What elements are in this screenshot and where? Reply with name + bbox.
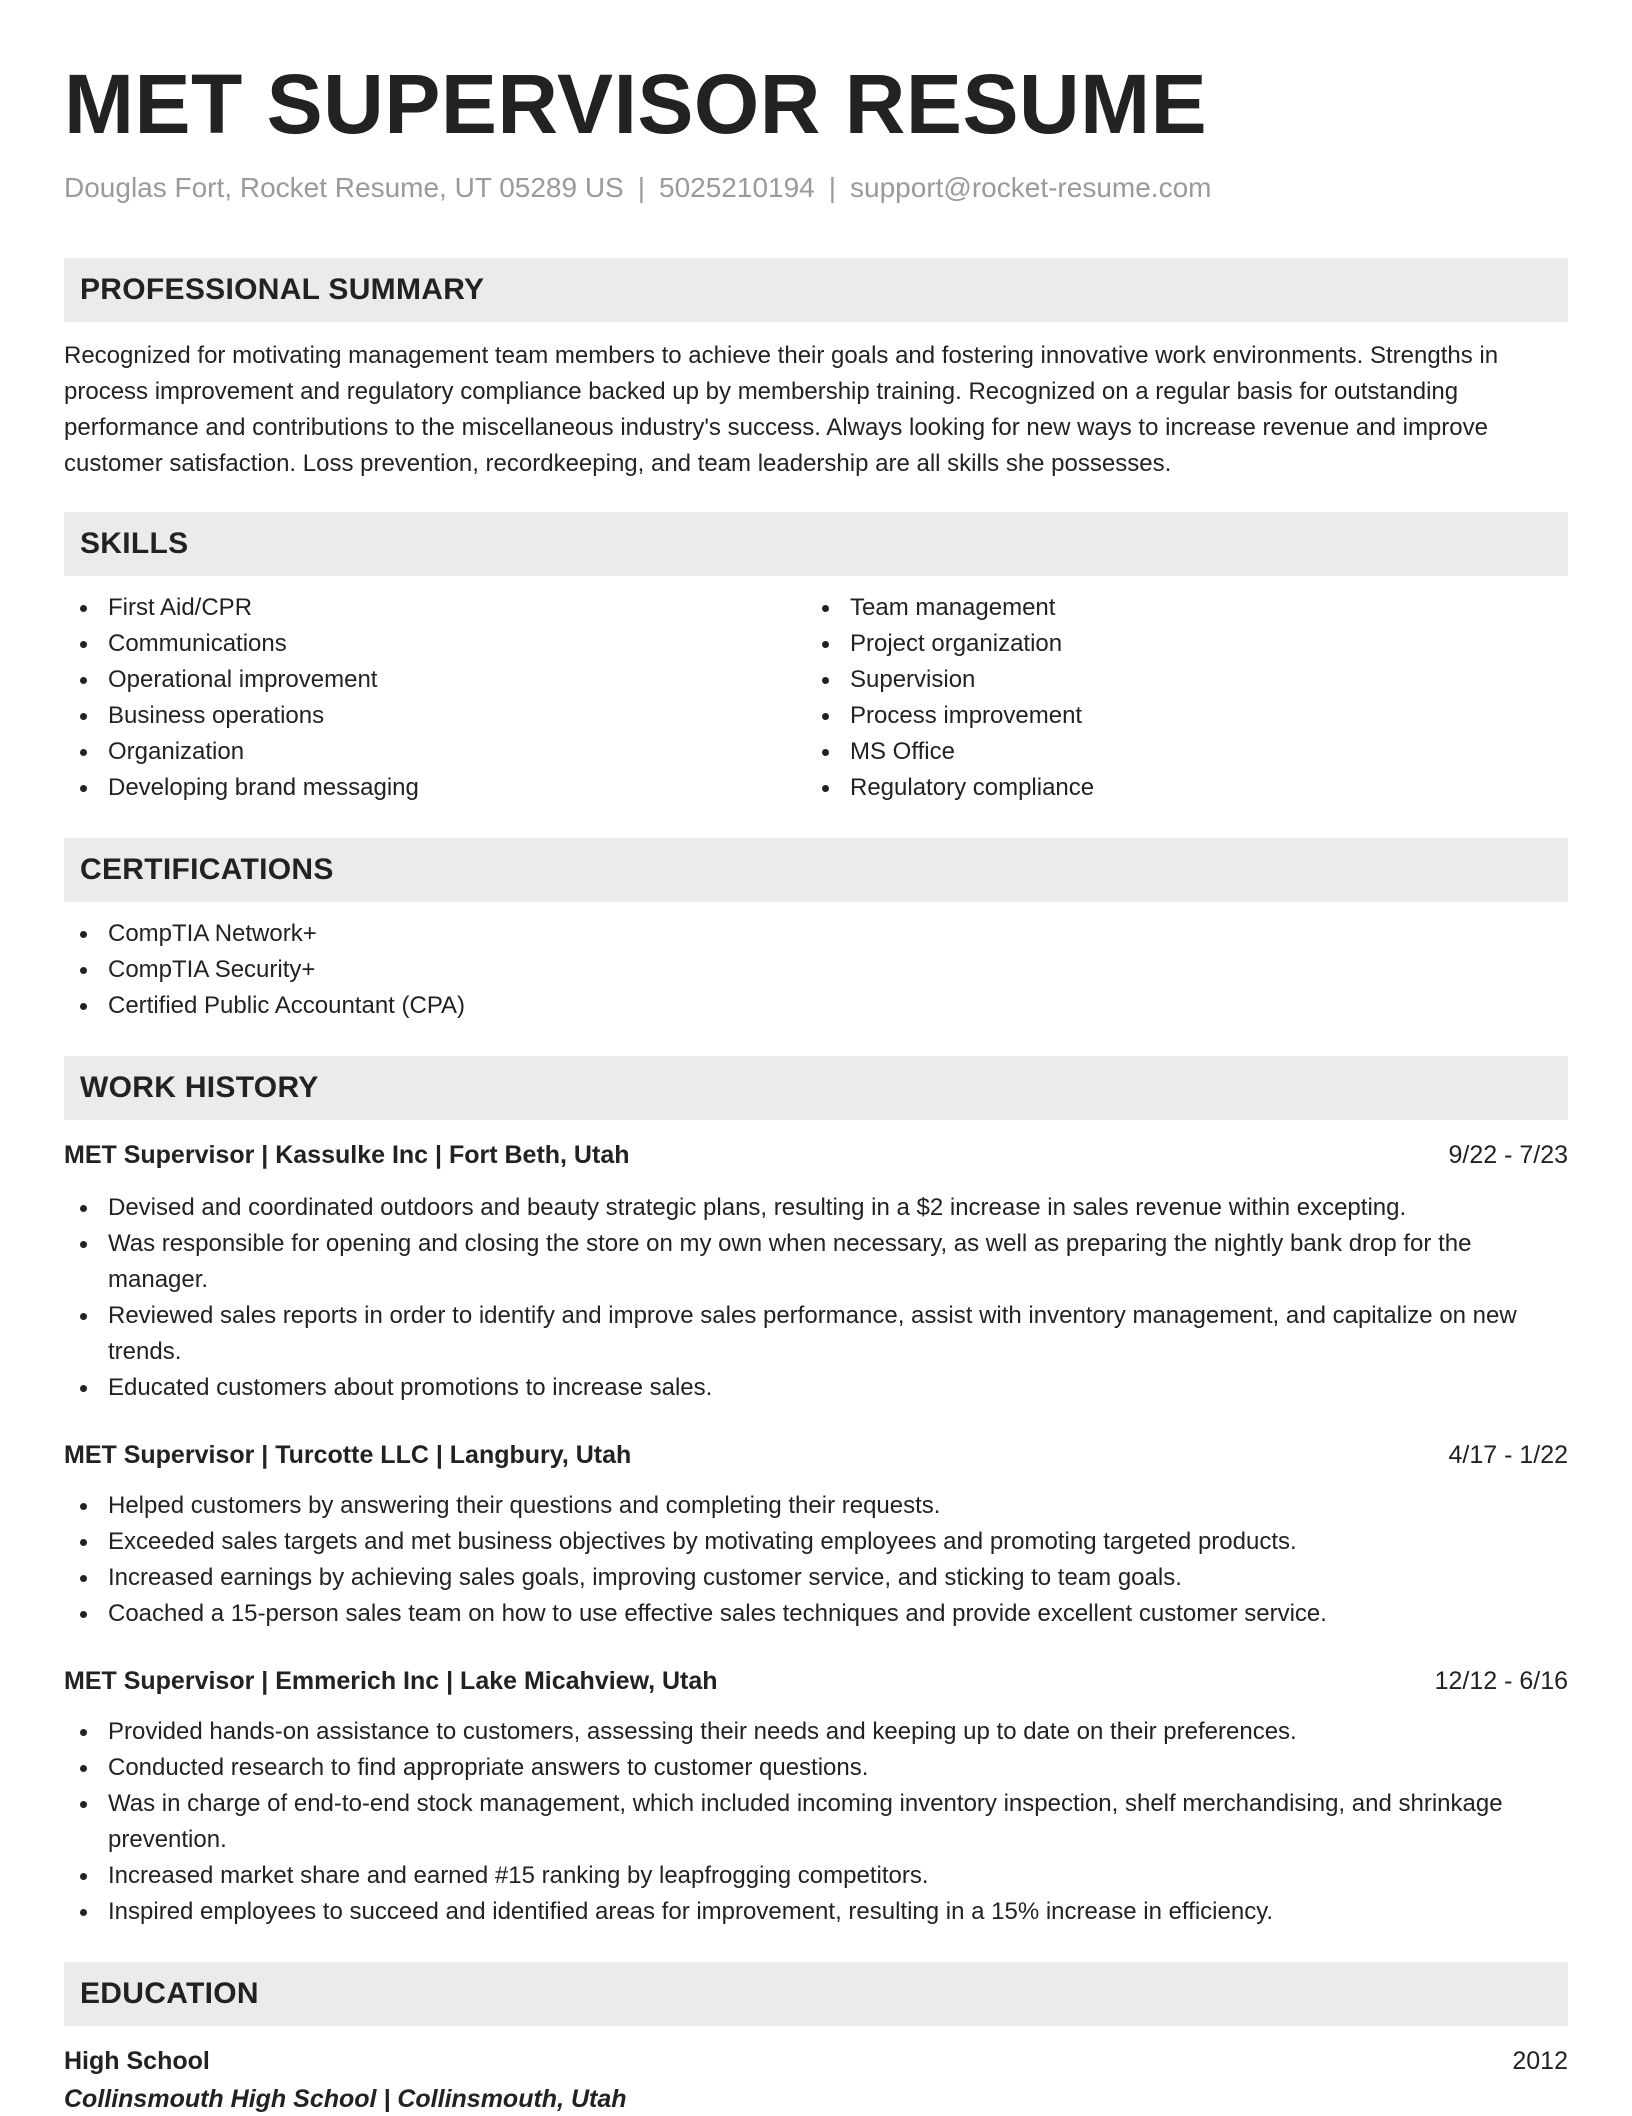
job-bullets: [64, 1488, 1568, 1632]
contact-address: Douglas Fort, Rocket Resume, UT 05289 US: [64, 172, 624, 203]
job-bullets: [64, 1714, 1568, 1930]
skill-item: First Aid/CPR: [64, 590, 806, 626]
job-bullet: Conducted research to find appropriate answers to customer questions.: [64, 1750, 1568, 1786]
education-year: 2012: [1512, 2047, 1568, 2075]
job-bullet: Increased market share and earned #15 ranking by leapfrogging competitors.: [64, 1858, 1568, 1894]
skill-item: Supervision: [806, 662, 1548, 698]
contact-separator: |: [637, 172, 646, 203]
work-history-heading: WORK HISTORY: [80, 1071, 319, 1104]
skill-item: Organization: [64, 734, 806, 770]
job-title: MET Supervisor | Kassulke Inc | Fort Beth, Utah: [64, 1141, 630, 1169]
job-bullet: Devised and coordinated outdoors and beauty strategic plans, resulting in a $2 increase in sales revenue within excepting.: [64, 1190, 1568, 1226]
skills-section-header: [64, 512, 1568, 576]
summary-section-header: [64, 258, 1568, 322]
skill-item: Developing brand messaging: [64, 770, 806, 806]
summary-heading: PROFESSIONAL SUMMARY: [80, 273, 485, 306]
job-entry: [64, 1138, 1568, 1406]
education-section-header: [64, 1962, 1568, 2026]
job-bullets: [64, 1190, 1568, 1406]
job-dates: 4/17 - 1/22: [1448, 1441, 1568, 1469]
summary-text: Recognized for motivating management team members to achieve their goals and fostering innovative work environments. Strengths in process improvement and regulatory compliance backed up by membership training. Recognized on a regular basis for outstanding performance and contributions to the miscellaneous industry's success. Always looking for new ways to increase revenue and improve customer satisfaction. Loss prevention, recordkeeping, and team leadership are all skills she possesses.: [64, 342, 1499, 477]
skill-item: Process improvement: [806, 698, 1548, 734]
skills-column-right: [806, 590, 1548, 806]
skills-list-left: [64, 590, 806, 806]
job-bullet: Coached a 15-person sales team on how to use effective sales techniques and provide excellent customer service.: [64, 1596, 1568, 1632]
skills-column-left: [64, 590, 806, 806]
contact-separator: |: [828, 172, 837, 203]
job-bullet: Exceeded sales targets and met business objectives by motivating employees and promoting targeted products.: [64, 1524, 1568, 1560]
job-bullet: Was in charge of end-to-end stock management, which included incoming inventory inspection, shelf merchandising, and shrinkage prevention.: [64, 1786, 1568, 1858]
job-dates: 9/22 - 7/23: [1448, 1141, 1568, 1169]
job-bullet: Provided hands-on assistance to customers, assessing their needs and keeping up to date on their preferences.: [64, 1714, 1568, 1750]
job-bullet: Educated customers about promotions to increase sales.: [64, 1370, 1568, 1406]
job-header: [64, 1438, 1568, 1472]
certification-item: CompTIA Security+: [64, 952, 1568, 988]
job-entry: [64, 1664, 1568, 1930]
job-bullet: Inspired employees to succeed and identified areas for improvement, resulting in a 15% increase in efficiency.: [64, 1894, 1568, 1930]
skills-grid: [64, 590, 1568, 806]
education-school: Collinsmouth High School | Collinsmouth, Utah: [64, 2085, 627, 2113]
contact-phone: 5025210194: [659, 172, 815, 203]
contact-email: support@rocket-resume.com: [850, 172, 1212, 203]
job-bullet: Was responsible for opening and closing the store on my own when necessary, as well as preparing the nightly bank drop for the manager.: [64, 1226, 1568, 1298]
certifications-list: [64, 916, 1568, 1024]
skill-item: Communications: [64, 626, 806, 662]
job-dates: 12/12 - 6/16: [1434, 1667, 1568, 1695]
skill-item: Operational improvement: [64, 662, 806, 698]
education-entry-header: [64, 2044, 1568, 2078]
job-header: [64, 1664, 1568, 1698]
job-title: MET Supervisor | Emmerich Inc | Lake Micahview, Utah: [64, 1667, 718, 1695]
skill-item: Project organization: [806, 626, 1548, 662]
resume-title: MET SUPERVISOR RESUME: [64, 57, 1208, 151]
certification-item: Certified Public Accountant (CPA): [64, 988, 1568, 1024]
job-title: MET Supervisor | Turcotte LLC | Langbury, Utah: [64, 1441, 632, 1469]
contact-line: [64, 170, 1568, 206]
skill-item: Business operations: [64, 698, 806, 734]
skill-item: MS Office: [806, 734, 1548, 770]
job-entry: [64, 1438, 1568, 1632]
certifications-heading: CERTIFICATIONS: [80, 853, 334, 886]
skill-item: Regulatory compliance: [806, 770, 1548, 806]
skill-item: Team management: [806, 590, 1548, 626]
skills-list-right: [806, 590, 1548, 806]
education-degree: High School: [64, 2047, 210, 2075]
work-history-section-header: [64, 1056, 1568, 1120]
job-header: [64, 1138, 1568, 1172]
job-bullet: Reviewed sales reports in order to identify and improve sales performance, assist with inventory management, and capitalize on new trends.: [64, 1298, 1568, 1370]
certification-item: CompTIA Network+: [64, 916, 1568, 952]
skills-heading: SKILLS: [80, 527, 189, 560]
certifications-section-header: [64, 838, 1568, 902]
job-bullet: Increased earnings by achieving sales goals, improving customer service, and sticking to team goals.: [64, 1560, 1568, 1596]
job-bullet: Helped customers by answering their questions and completing their requests.: [64, 1488, 1568, 1524]
education-heading: EDUCATION: [80, 1977, 259, 2010]
